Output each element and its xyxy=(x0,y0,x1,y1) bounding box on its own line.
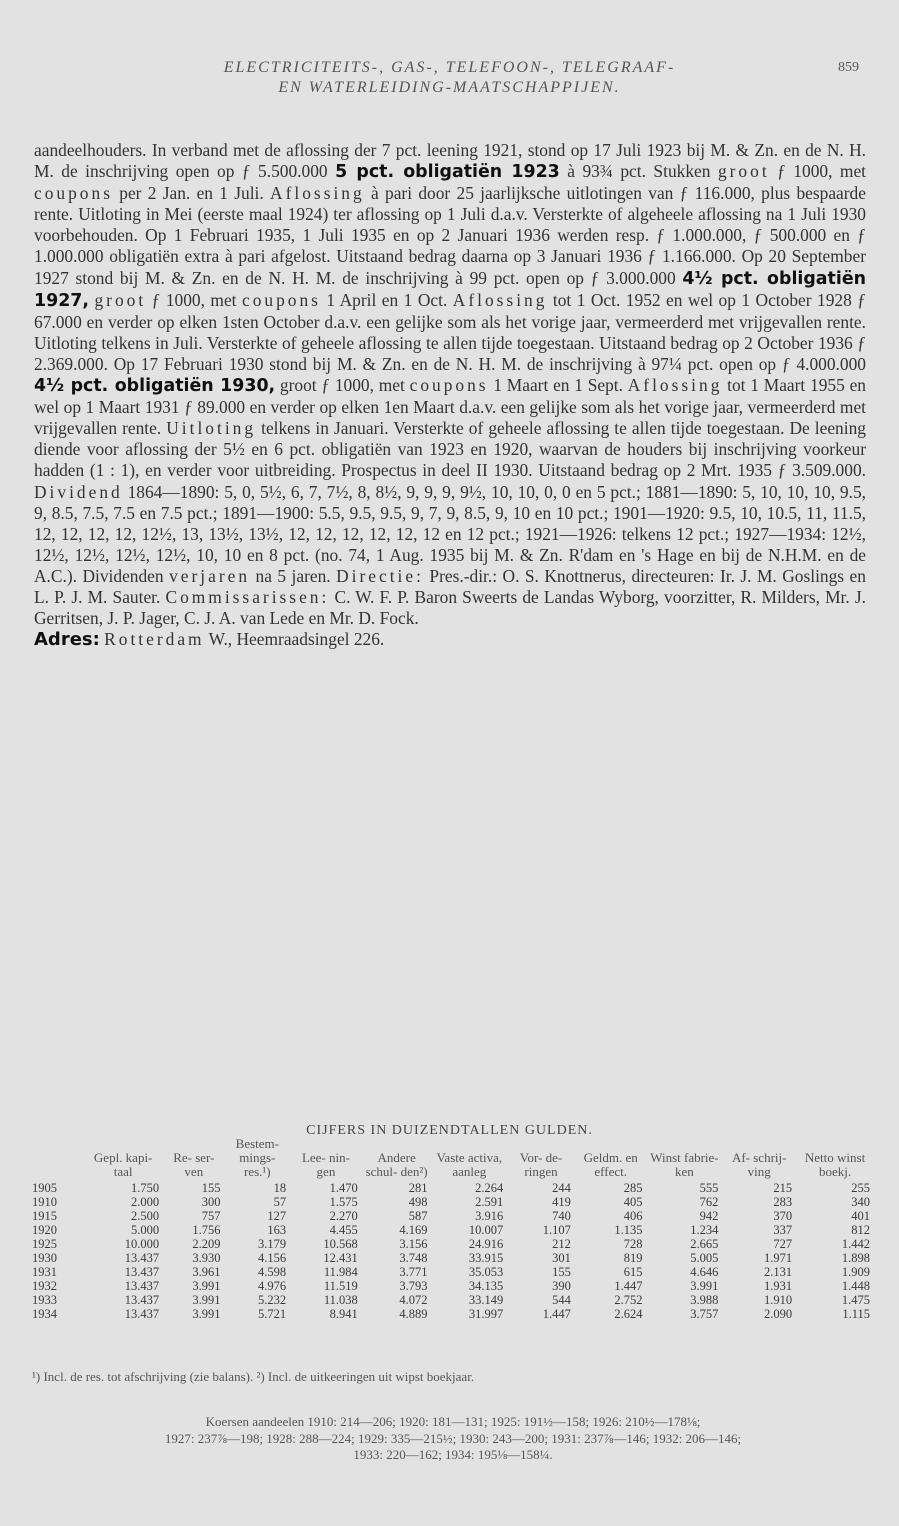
company-description xyxy=(34,140,866,650)
running-header xyxy=(0,58,899,98)
table-row xyxy=(32,1265,874,1279)
table-cell: 3.757 xyxy=(690,1307,719,1321)
year-cell: 1934 xyxy=(32,1307,57,1321)
share-prices-line-3: 1933: 220—162; 1934: 195⅛—158¼. xyxy=(353,1447,553,1462)
financial-figures-table xyxy=(32,1137,874,1321)
table-cell: 3.991 xyxy=(192,1293,221,1307)
column-header: Gepl. kapi- taal xyxy=(93,1150,153,1179)
address-city: Rotterdam xyxy=(104,629,205,650)
text-segment: à pari door 25 jaarlijksche uitlotingen van ƒ 116.000, plus bespaarde rente. Uitloting in Mei (eerste maal 1924) ter aflossing op 1 Juli d.a.v. Versterkte of algeheele aflossing na 1 Juli 1930 voorbehouden. Op 1 Februari 1935, 1 Juli 1935 en op 2 Januari 1936 werden resp. ƒ 1.000.000, ƒ 500.000 en ƒ 1.000.000 obligatiën extra à pari afgelost. Uitstaand bedrag daarna op 3 Januari 1936 ƒ 1.166.000. Op 20 September 1927 stond bij M. & Zn. en de N. H. M. de inschrijving à 99 pct. open op ƒ 3.000.000 xyxy=(34,183,866,288)
share-prices-line-1: Koersen aandeelen 1910: 214—206; 1920: 181—131; 1925: 191½—158; 1926: 210½—178⅛; xyxy=(205,1414,701,1429)
year-cell: 1915 xyxy=(32,1209,57,1223)
table-cell: 2.665 xyxy=(690,1237,719,1251)
column-header: Vor- de- ringen xyxy=(519,1150,563,1179)
year-cell: 1910 xyxy=(32,1195,57,1209)
table-cell: 35.053 xyxy=(468,1265,504,1279)
table-cell: 4.646 xyxy=(690,1265,719,1279)
year-cell: 1905 xyxy=(32,1181,57,1195)
table-cell: 728 xyxy=(623,1237,643,1251)
text-segment: groot ƒ 1000, met xyxy=(279,375,405,396)
column-header: Bestem- mings- res.¹) xyxy=(235,1136,279,1179)
spaced-term: coupons xyxy=(34,183,113,204)
table-cell: 762 xyxy=(699,1195,719,1209)
spaced-term: verjaren xyxy=(169,565,251,586)
text-segment: 1 Maart en 1 Sept. xyxy=(493,375,623,396)
column-header: Winst fabrie- ken xyxy=(650,1150,719,1179)
table-row xyxy=(32,1251,874,1265)
table-cell: 3.991 xyxy=(192,1307,221,1321)
column-header: Andere schul- den²) xyxy=(365,1150,428,1179)
table-cell: 1.234 xyxy=(690,1223,719,1237)
table-cell: 2.270 xyxy=(329,1209,358,1223)
table-cell: 4.072 xyxy=(399,1293,428,1307)
page-number: 859 xyxy=(838,60,859,75)
bond-title-1930: 4½ pct. obligatiën 1930, xyxy=(34,376,276,397)
spaced-term: Commissarissen: xyxy=(165,586,330,607)
table-cell: 3.793 xyxy=(399,1279,428,1293)
table-cell: 57 xyxy=(273,1195,287,1209)
table-cell: 727 xyxy=(773,1237,793,1251)
table-cell: 3.991 xyxy=(690,1279,719,1293)
table-cell: 401 xyxy=(851,1209,870,1223)
table-cell: 2.500 xyxy=(130,1209,160,1223)
year-cell: 1931 xyxy=(32,1265,57,1279)
year-cell: 1925 xyxy=(32,1237,57,1251)
table-cell: 1.470 xyxy=(329,1181,358,1195)
table-cell: 2.209 xyxy=(192,1237,221,1251)
table-cell: 13.437 xyxy=(124,1279,160,1293)
table-cell: 2.090 xyxy=(763,1307,793,1321)
year-cell: 1932 xyxy=(32,1279,57,1293)
table-cell: 3.991 xyxy=(192,1279,221,1293)
text-segment: per 2 Jan. en 1 Juli. xyxy=(119,183,264,204)
table-cell: 127 xyxy=(267,1209,287,1223)
table-cell: 544 xyxy=(552,1293,571,1307)
table-cell: 4.455 xyxy=(329,1223,358,1237)
table-cell: 1.575 xyxy=(329,1195,358,1209)
table-cell: 31.997 xyxy=(468,1307,504,1321)
spaced-term: coupons xyxy=(241,289,321,310)
table-cell: 3.748 xyxy=(399,1251,428,1265)
text-segment: aandeelhouders. In verband met de aflossing der 7 pct. leening 1921, stond op 17 Juli 1923 bij M. & Zn. en de N. H. M. de inschrijving open op ƒ 5.500.000 xyxy=(34,140,866,182)
table-cell: 1.475 xyxy=(841,1293,870,1307)
table-cell: 3.156 xyxy=(399,1237,428,1251)
text-segment: telkens in Januari. Versterkte of geheele aflossing te allen tijde toegestaan. De leening diende voor aflossing der 5½ en 6 pct. obligatiën van 1923 en 1920, waarvan de houders bij inschrijving voorkeur hadden (1 : 1), en verder voor uitbreiding. Prospectus in deel II 1930. Uitstaand bedrag op 2 Mrt. 1935 ƒ 3.509.000. xyxy=(34,418,866,481)
column-header xyxy=(32,1137,83,1181)
table-cell: 1.447 xyxy=(542,1307,571,1321)
table-cell: 1.750 xyxy=(130,1181,160,1195)
table-row xyxy=(32,1293,874,1307)
column-header: Af- schrij- ving xyxy=(731,1150,787,1179)
table-cell: 212 xyxy=(552,1237,571,1251)
table-cell: 11.519 xyxy=(323,1279,358,1293)
table-cell: 1.442 xyxy=(841,1237,870,1251)
table-cell: 155 xyxy=(201,1181,221,1195)
table-cell: 1.910 xyxy=(763,1293,793,1307)
spaced-term: coupons xyxy=(409,375,489,396)
column-header: Re- ser- ven xyxy=(173,1150,215,1179)
table-cell: 1.135 xyxy=(614,1223,643,1237)
column-header: Geldm. en effect. xyxy=(583,1150,638,1179)
table-cell: 498 xyxy=(408,1195,428,1209)
table-cell: 4.976 xyxy=(257,1279,287,1293)
table-cell: 5.232 xyxy=(257,1293,287,1307)
text-segment: tot 1 Oct. 1952 en wel op 1 October 1928 ƒ 67.000 en verder op elken 1sten October d.a.v. een gelijke som als het vorige jaar, vermeerderd met vrijgevallen rente. Uitloting telkens in Juli. Versterkte of geheele aflossing te allen tijde toegestaan. Uitstaand bedrag op 2 October 1936 ƒ 2.369.000. Op 17 Februari 1930 stond bij M. & Zn. en de N. H. M. de inschrijving à 97¼ pct. open op ƒ 4.000.000 xyxy=(34,289,866,374)
column-header: Netto winst boekj. xyxy=(804,1150,866,1179)
text-segment: tot 1 Maart 1955 en wel op 1 Maart 1931 ƒ 89.000 en verder op elken 1en Maart d.a.v. een gelijke som als het vorige jaar, vermeerderd met vrijgevallen rente. xyxy=(34,375,866,439)
table-row xyxy=(32,1237,874,1251)
table-cell: 819 xyxy=(623,1251,643,1265)
table-cell: 215 xyxy=(773,1181,793,1195)
text-segment: C. W. F. P. Baron Sweerts de Landas Wyborg, voorzitter, R. Milders, Mr. J. Gerritsen, J. P. Jager, C. J. A. van Lede en Mr. D. Fock. xyxy=(34,586,866,629)
table-cell: 155 xyxy=(552,1265,571,1279)
table-cell: 10.007 xyxy=(468,1223,504,1237)
table-cell: 13.437 xyxy=(124,1293,160,1307)
table-cell: 1.931 xyxy=(763,1279,793,1293)
table-cell: 1.447 xyxy=(614,1279,643,1293)
table-cell: 10.568 xyxy=(323,1237,358,1251)
table-cell: 555 xyxy=(699,1181,719,1195)
table-cell: 1.909 xyxy=(841,1265,870,1279)
table-cell: 5.000 xyxy=(130,1223,160,1237)
year-cell: 1920 xyxy=(32,1223,57,1237)
table-cell: 18 xyxy=(273,1181,287,1195)
year-cell: 1930 xyxy=(32,1251,57,1265)
table-cell: 419 xyxy=(552,1195,571,1209)
table-cell: 2.752 xyxy=(614,1293,643,1307)
column-header: Vaste activa, aanleg xyxy=(436,1150,503,1179)
table-cell: 24.916 xyxy=(468,1237,504,1251)
address-label: Adres: xyxy=(34,629,100,651)
table-cell: 244 xyxy=(552,1181,571,1195)
spaced-term: groot xyxy=(717,161,770,182)
table-row xyxy=(32,1223,874,1237)
table-cell: 4.169 xyxy=(399,1223,428,1237)
share-prices-line-2: 1927: 237⅞—198; 1928: 288—224; 1929: 335—215½; 1930: 243—200; 1931: 237⅞—146; 1932: 206—146; xyxy=(164,1430,742,1446)
table-cell: 13.437 xyxy=(124,1251,160,1265)
year-cell: 1933 xyxy=(32,1293,57,1307)
table-cell: 2.591 xyxy=(475,1195,504,1209)
table-cell: 283 xyxy=(773,1195,793,1209)
table-cell: 340 xyxy=(851,1195,870,1209)
share-prices xyxy=(30,1414,876,1464)
address-street: W., Heemraadsingel 226. xyxy=(208,629,385,650)
table-cell: 587 xyxy=(408,1209,428,1223)
table-cell: 34.135 xyxy=(468,1279,504,1293)
table-cell: 4.598 xyxy=(257,1265,287,1279)
table-cell: 390 xyxy=(552,1279,571,1293)
text-segment: 1 April en 1 Oct. xyxy=(326,289,448,310)
table-cell: 11.038 xyxy=(323,1293,358,1307)
table-cell: 3.988 xyxy=(690,1293,719,1307)
table-cell: 10.000 xyxy=(124,1237,160,1251)
spaced-term: Dividend xyxy=(34,481,123,502)
table-row xyxy=(32,1209,874,1223)
table-cell: 1.756 xyxy=(192,1223,221,1237)
table-row xyxy=(32,1195,874,1209)
table-cell: 33.149 xyxy=(468,1293,504,1307)
spaced-term: Aflossing xyxy=(627,375,723,396)
text-segment: à 93¾ pct. Stukken xyxy=(567,161,711,182)
table-cell: 1.115 xyxy=(842,1307,870,1321)
table-cell: 812 xyxy=(851,1223,870,1237)
bond-title-1923: 5 pct. obligatiën 1923 xyxy=(335,162,560,183)
table-cell: 13.437 xyxy=(124,1307,160,1321)
table-cell: 4.889 xyxy=(399,1307,428,1321)
table-row xyxy=(32,1307,874,1321)
table-cell: 1.107 xyxy=(542,1223,571,1237)
table-cell: 942 xyxy=(699,1209,719,1223)
table-cell: 2.131 xyxy=(763,1265,793,1279)
table-cell: 5.721 xyxy=(257,1307,287,1321)
table-cell: 301 xyxy=(552,1251,571,1265)
table-cell: 370 xyxy=(773,1209,793,1223)
table-cell: 285 xyxy=(623,1181,643,1195)
header-line-1: ELECTRICITEITS-, GAS-, TELEFOON-, TELEGRAAF- xyxy=(223,59,676,76)
body-paragraph xyxy=(34,140,866,629)
column-header: Lee- nin- gen xyxy=(301,1150,350,1179)
table-cell: 3.179 xyxy=(257,1237,287,1251)
table-cell: 163 xyxy=(267,1223,287,1237)
table-cell: 8.941 xyxy=(329,1307,358,1321)
table-cell: 2.264 xyxy=(475,1181,504,1195)
table-cell: 405 xyxy=(623,1195,643,1209)
table-cell: 337 xyxy=(773,1223,793,1237)
table-cell: 740 xyxy=(552,1209,571,1223)
table-cell: 3.771 xyxy=(399,1265,428,1279)
spaced-term: Aflossing xyxy=(452,289,548,310)
table-cell: 757 xyxy=(201,1209,221,1223)
table-cell: 11.984 xyxy=(323,1265,358,1279)
text-segment: 1864—1890: 5, 0, 5½, 6, 7, 7½, 8, 8½, 9, 9, 9, 9½, 10, 10, 0, 0 en 5 pct.; 1881—1890: 5, 10, 10, 10, 9.5, 9, 8.5, 7.5, 7.5 en 7.5 pct.; 1891—1900: 5.5, 9.5, 9.5, 9, 7, 9, 8.5, 9, 10 en 10 pct.; 1901—1920: 9.5, 10, 10.5, 11, 11.5, 12, 12, 12, 12, 12½, 13, 13½, 13½, 12, 12, 12, 12, 12, 12 en 12 pct.; 1921—1926: telkens 12 pct.; 1927—1934: 12½, 12½, 12½, 12½, 12½, 10, 10 en 8 pct. (no. 74, 1 Aug. 1935 bij M. & Zn. R'dam en 's Hage en bij de N.H.M. en de A.C.). Dividenden xyxy=(34,481,866,586)
table-cell: 2.000 xyxy=(130,1195,160,1209)
table-cell: 33.915 xyxy=(468,1251,504,1265)
address-line xyxy=(34,629,866,650)
table-cell: 5.005 xyxy=(690,1251,719,1265)
table-header-row xyxy=(32,1137,874,1181)
table-cell: 2.624 xyxy=(614,1307,643,1321)
table-body xyxy=(32,1181,874,1321)
table-cell: 1.971 xyxy=(763,1251,793,1265)
table-cell: 255 xyxy=(851,1181,870,1195)
table-title: CIJFERS IN DUIZENDTALLEN GULDEN. xyxy=(306,1123,593,1138)
table-cell: 3.930 xyxy=(192,1251,221,1265)
text-segment: ƒ 1000, met xyxy=(777,161,866,182)
text-segment: na 5 jaren. xyxy=(255,565,331,586)
table-cell: 406 xyxy=(623,1209,643,1223)
table-cell: 12.431 xyxy=(323,1251,358,1265)
table-cell: 13.437 xyxy=(124,1265,160,1279)
spaced-term: Directie: xyxy=(336,565,424,586)
table-cell: 300 xyxy=(201,1195,221,1209)
table-cell: 1.898 xyxy=(841,1251,870,1265)
bond-title-1927: 4½ pct. obligatiën 1927, xyxy=(34,268,866,311)
table-row xyxy=(32,1279,874,1293)
header-line-2: EN WATERLEIDING-MAATSCHAPPIJEN. xyxy=(278,79,621,96)
table-row xyxy=(32,1181,874,1195)
table-cell: 615 xyxy=(623,1265,643,1279)
table-footnote: ¹) Incl. de res. tot afschrijving (zie balans). ²) Incl. de uitkeeringen uit wipst boekjaar. xyxy=(32,1369,475,1384)
text-segment: ƒ 1000, met xyxy=(151,289,237,310)
spaced-term: groot xyxy=(94,289,147,310)
table-cell: 1.448 xyxy=(841,1279,870,1293)
table-cell: 281 xyxy=(408,1181,428,1195)
table-cell: 3.961 xyxy=(192,1265,221,1279)
text-segment: Pres.-dir.: O. S. Knottnerus, directeuren: Ir. J. M. Goslings en L. P. J. M. Sauter. xyxy=(34,565,866,607)
table-cell: 3.916 xyxy=(475,1209,504,1223)
table-cell: 4.156 xyxy=(257,1251,287,1265)
spaced-term: Aflossing xyxy=(270,183,365,204)
spaced-term: Uitloting xyxy=(166,418,257,439)
